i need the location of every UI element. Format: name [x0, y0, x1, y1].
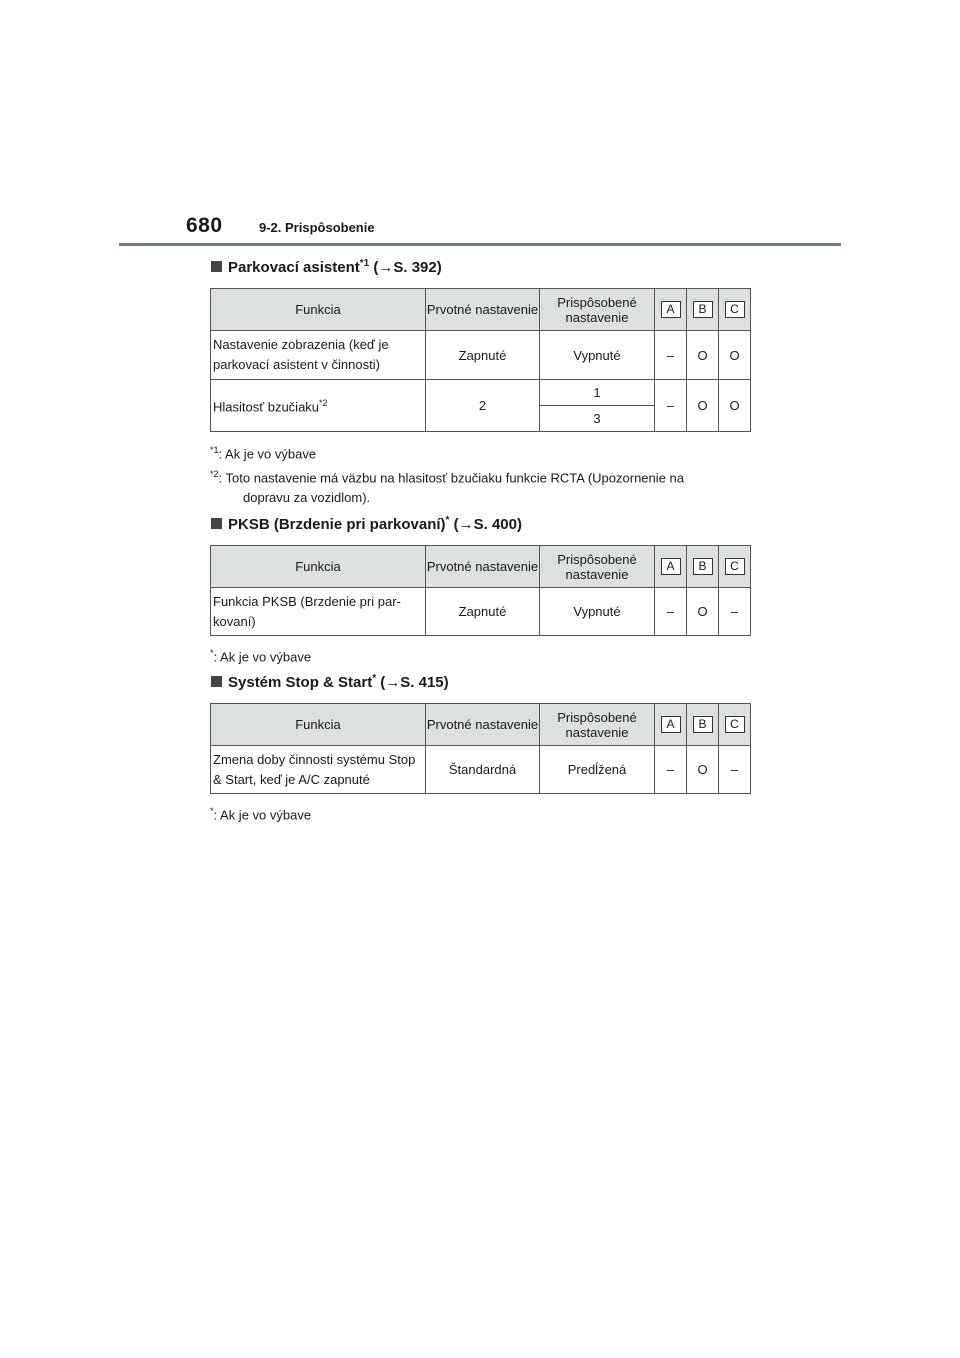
col-function: Funkcia	[211, 704, 426, 746]
settings-table-pksb	[210, 545, 751, 636]
cell-custom: Vypnuté	[540, 588, 655, 636]
footnote-mark: *1	[210, 445, 219, 455]
footnote-mark: *	[210, 648, 214, 658]
cell-b: O	[687, 746, 719, 794]
table-row	[211, 331, 751, 380]
b-label: B	[693, 558, 713, 575]
square-bullet-icon	[211, 261, 222, 272]
cell-function: Nastavenie zobrazenia (keď je parkovací asistent v činnosti)	[211, 331, 426, 380]
table-row	[211, 588, 751, 636]
square-bullet-icon	[211, 518, 222, 529]
col-c	[719, 289, 751, 331]
footnote-text: : Ak je vo výbave	[213, 649, 312, 665]
footnote-mark: *	[210, 806, 214, 816]
cell-b: O	[687, 331, 719, 380]
square-bullet-icon	[211, 676, 222, 687]
cell-function: Zmena doby činnosti systému Stop & Start, keď je A/C zapnuté	[211, 746, 426, 794]
footnote-mark: *1	[359, 258, 370, 269]
cell-custom-option: 1	[540, 380, 655, 406]
cell-function: Funkcia PKSB (Brzdenie pri par- kovaní)	[211, 588, 426, 636]
footnote	[210, 643, 311, 667]
col-custom-setting: Prispôsobené nastavenie	[540, 704, 655, 746]
page-reference: (→S. 400)	[453, 516, 522, 533]
cell-custom-option: 3	[540, 406, 655, 432]
col-initial-setting: Prvotné nastavenie	[426, 289, 540, 331]
section-title: Systém Stop & Start	[228, 674, 373, 691]
a-label: A	[661, 716, 681, 733]
col-custom-setting: Prispôsobené nastavenie	[540, 289, 655, 331]
cell-c: –	[719, 746, 751, 794]
col-b	[687, 289, 719, 331]
footnote-text: : Ak je vo výbave	[218, 446, 317, 462]
cell-c: O	[719, 380, 751, 432]
footnote	[210, 801, 311, 825]
footnote-mark: *2	[319, 398, 328, 409]
cell-custom: Vypnuté	[540, 331, 655, 380]
col-initial-setting: Prvotné nastavenie	[426, 704, 540, 746]
footnote-mark: *2	[210, 469, 219, 479]
b-label: B	[693, 301, 713, 318]
cell-initial: 2	[426, 380, 540, 432]
cell-c: O	[719, 331, 751, 380]
cell-custom: Predĺžená	[540, 746, 655, 794]
cell-initial: Zapnuté	[426, 588, 540, 636]
col-c	[719, 704, 751, 746]
col-b	[687, 704, 719, 746]
footnote-text-continued: dopravu za vozidlom).	[243, 490, 371, 506]
header-divider	[119, 243, 841, 246]
cell-function	[211, 380, 426, 432]
cell-initial: Zapnuté	[426, 331, 540, 380]
page-number: 680	[186, 214, 223, 237]
col-initial-setting: Prvotné nastavenie	[426, 546, 540, 588]
col-function: Funkcia	[211, 289, 426, 331]
settings-table-stop-start	[210, 703, 751, 794]
page-reference: (→S. 415)	[380, 674, 449, 691]
cell-b: O	[687, 588, 719, 636]
cell-c: –	[719, 588, 751, 636]
col-a	[655, 704, 687, 746]
col-a	[655, 289, 687, 331]
c-label: C	[725, 558, 745, 575]
function-text: Hlasitosť bzučiaku	[213, 399, 320, 415]
cell-a: –	[655, 331, 687, 380]
col-c	[719, 546, 751, 588]
page-reference: (→S. 392)	[373, 259, 442, 276]
footnote-mark: *	[445, 515, 450, 526]
footnote-text: : Toto nastavenie má väzbu na hlasitosť bzučiaku funkcie RCTA (Upozornenie na	[218, 470, 684, 486]
footnote	[210, 440, 316, 464]
a-label: A	[661, 558, 681, 575]
col-b	[687, 546, 719, 588]
col-custom-setting: Prispôsobené nastavenie	[540, 546, 655, 588]
footnote-mark: *	[372, 673, 377, 684]
table-row	[211, 746, 751, 794]
section-title: Parkovací asistent	[228, 259, 360, 276]
page-header	[186, 214, 375, 238]
settings-table-parking-assist	[210, 288, 751, 432]
section-heading-parking-assist	[211, 258, 442, 276]
footnote-text: : Ak je vo výbave	[213, 807, 312, 823]
col-a	[655, 546, 687, 588]
table-row	[211, 380, 751, 406]
cell-initial: Štandardná	[426, 746, 540, 794]
section-title: PKSB (Brzdenie pri parkovaní)	[228, 516, 446, 533]
a-label: A	[661, 301, 681, 318]
footnote	[210, 464, 684, 508]
cell-a: –	[655, 380, 687, 432]
c-label: C	[725, 716, 745, 733]
section-heading-stop-start	[211, 673, 449, 691]
b-label: B	[693, 716, 713, 733]
chapter-title: 9-2. Prispôsobenie	[259, 220, 375, 235]
cell-a: –	[655, 746, 687, 794]
c-label: C	[725, 301, 745, 318]
cell-b: O	[687, 380, 719, 432]
section-heading-pksb	[211, 515, 522, 533]
col-function: Funkcia	[211, 546, 426, 588]
cell-a: –	[655, 588, 687, 636]
